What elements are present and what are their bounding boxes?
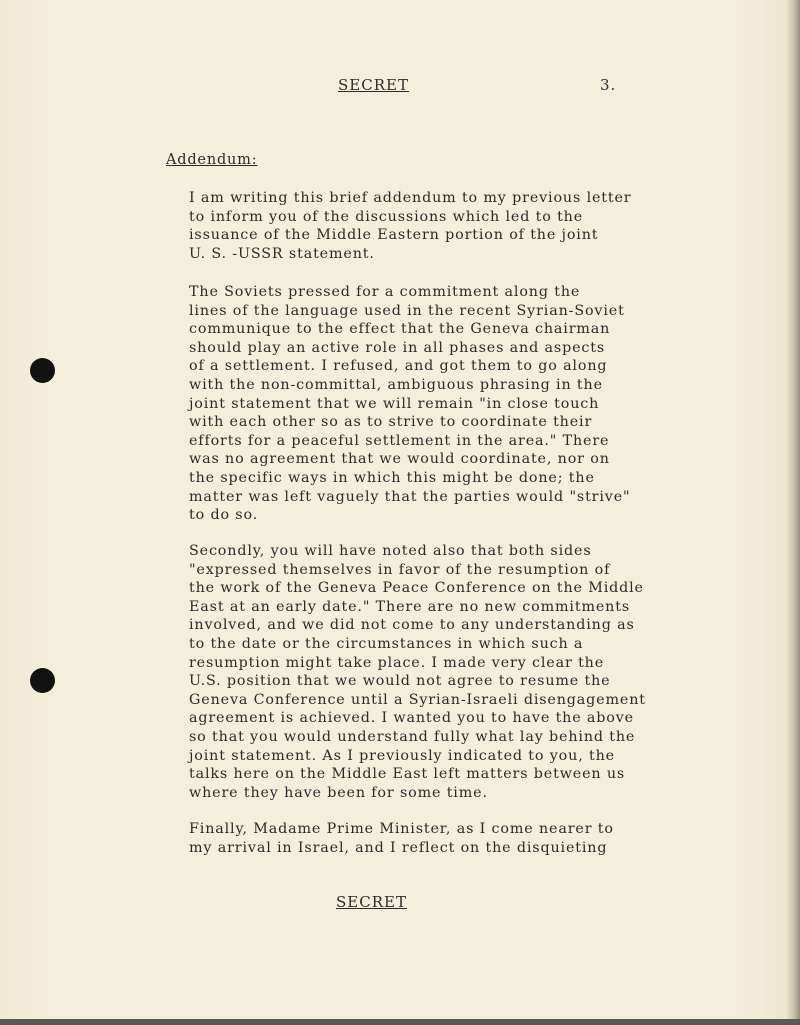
text-line: I am writing this brief addendum to my previous letter [189, 190, 632, 206]
text-line: to inform you of the discussions which led to the [189, 208, 584, 225]
text-line: involved, and we did not come to any understanding as [189, 617, 635, 634]
text-line: was no agreement that we would coordinate, nor on [189, 451, 610, 468]
text-line: The Soviets pressed for a commitment along the [189, 284, 581, 300]
paragraph-3 [189, 542, 659, 802]
text-line: to the date or the circumstances in which such a [189, 635, 584, 652]
text-line: with each other so as to strive to coordinate their [189, 414, 593, 431]
punch-hole-bottom [30, 668, 55, 693]
text-line: lines of the language used in the recent Syrian-Soviet [189, 302, 625, 319]
text-line: with the non-committal, ambiguous phrasing in the [189, 376, 603, 393]
text-line: Geneva Conference until a Syrian-Israeli disengagement [189, 691, 646, 708]
text-line: joint statement that we will remain "in close touch [189, 395, 600, 412]
text-line: "expressed themselves in favor of the resumption of [189, 561, 611, 578]
text-line: resumption might take place. I made very clear the [189, 654, 605, 671]
page-header [0, 76, 800, 98]
text-line: talks here on the Middle East left matters between us [189, 766, 626, 783]
text-line: the work of the Geneva Peace Conference on the Middle [189, 580, 644, 597]
text-line: Secondly, you will have noted also that both sides [189, 543, 592, 559]
text-line: my arrival in Israel, and I reflect on the disquieting [189, 839, 608, 856]
text-line: efforts for a peaceful settlement in the area." There [189, 432, 610, 449]
paragraph-4 [189, 820, 659, 857]
text-line: communique to the effect that the Geneva chairman [189, 321, 611, 338]
text-line: where they have been for some time. [189, 784, 488, 801]
paragraph-2 [189, 283, 659, 525]
text-line: joint statement. As I previously indicated to you, the [189, 747, 615, 764]
punch-hole-top [30, 358, 55, 383]
paragraph-1 [189, 189, 659, 263]
text-line: to do so. [189, 507, 259, 524]
text-line: U. S. -USSR statement. [189, 245, 375, 262]
text-line: of a settlement. I refused, and got them to go along [189, 358, 608, 375]
text-line: the specific ways in which this might be done; the [189, 469, 595, 486]
page-number: 3. [600, 76, 617, 94]
header-classification: SECRET [338, 76, 409, 94]
text-line: U.S. position that we would not agree to resume the [189, 673, 611, 690]
text-line: Finally, Madame Prime Minister, as I come nearer to [189, 821, 614, 837]
footer-classification: SECRET [336, 893, 407, 911]
addendum-heading: Addendum: [166, 152, 258, 168]
text-line: agreement is achieved. I wanted you to have the above [189, 710, 634, 727]
text-line: issuance of the Middle Eastern portion of the joint [189, 227, 599, 244]
text-line: so that you would understand fully what lay behind the [189, 728, 636, 745]
text-line: should play an active role in all phases and aspects [189, 339, 606, 356]
text-line: East at an early date." There are no new commitments [189, 598, 631, 615]
page-edge-shadow [786, 0, 800, 1025]
page-bottom-edge [0, 1019, 800, 1025]
text-line: matter was left vaguely that the parties would "strive" [189, 488, 631, 505]
